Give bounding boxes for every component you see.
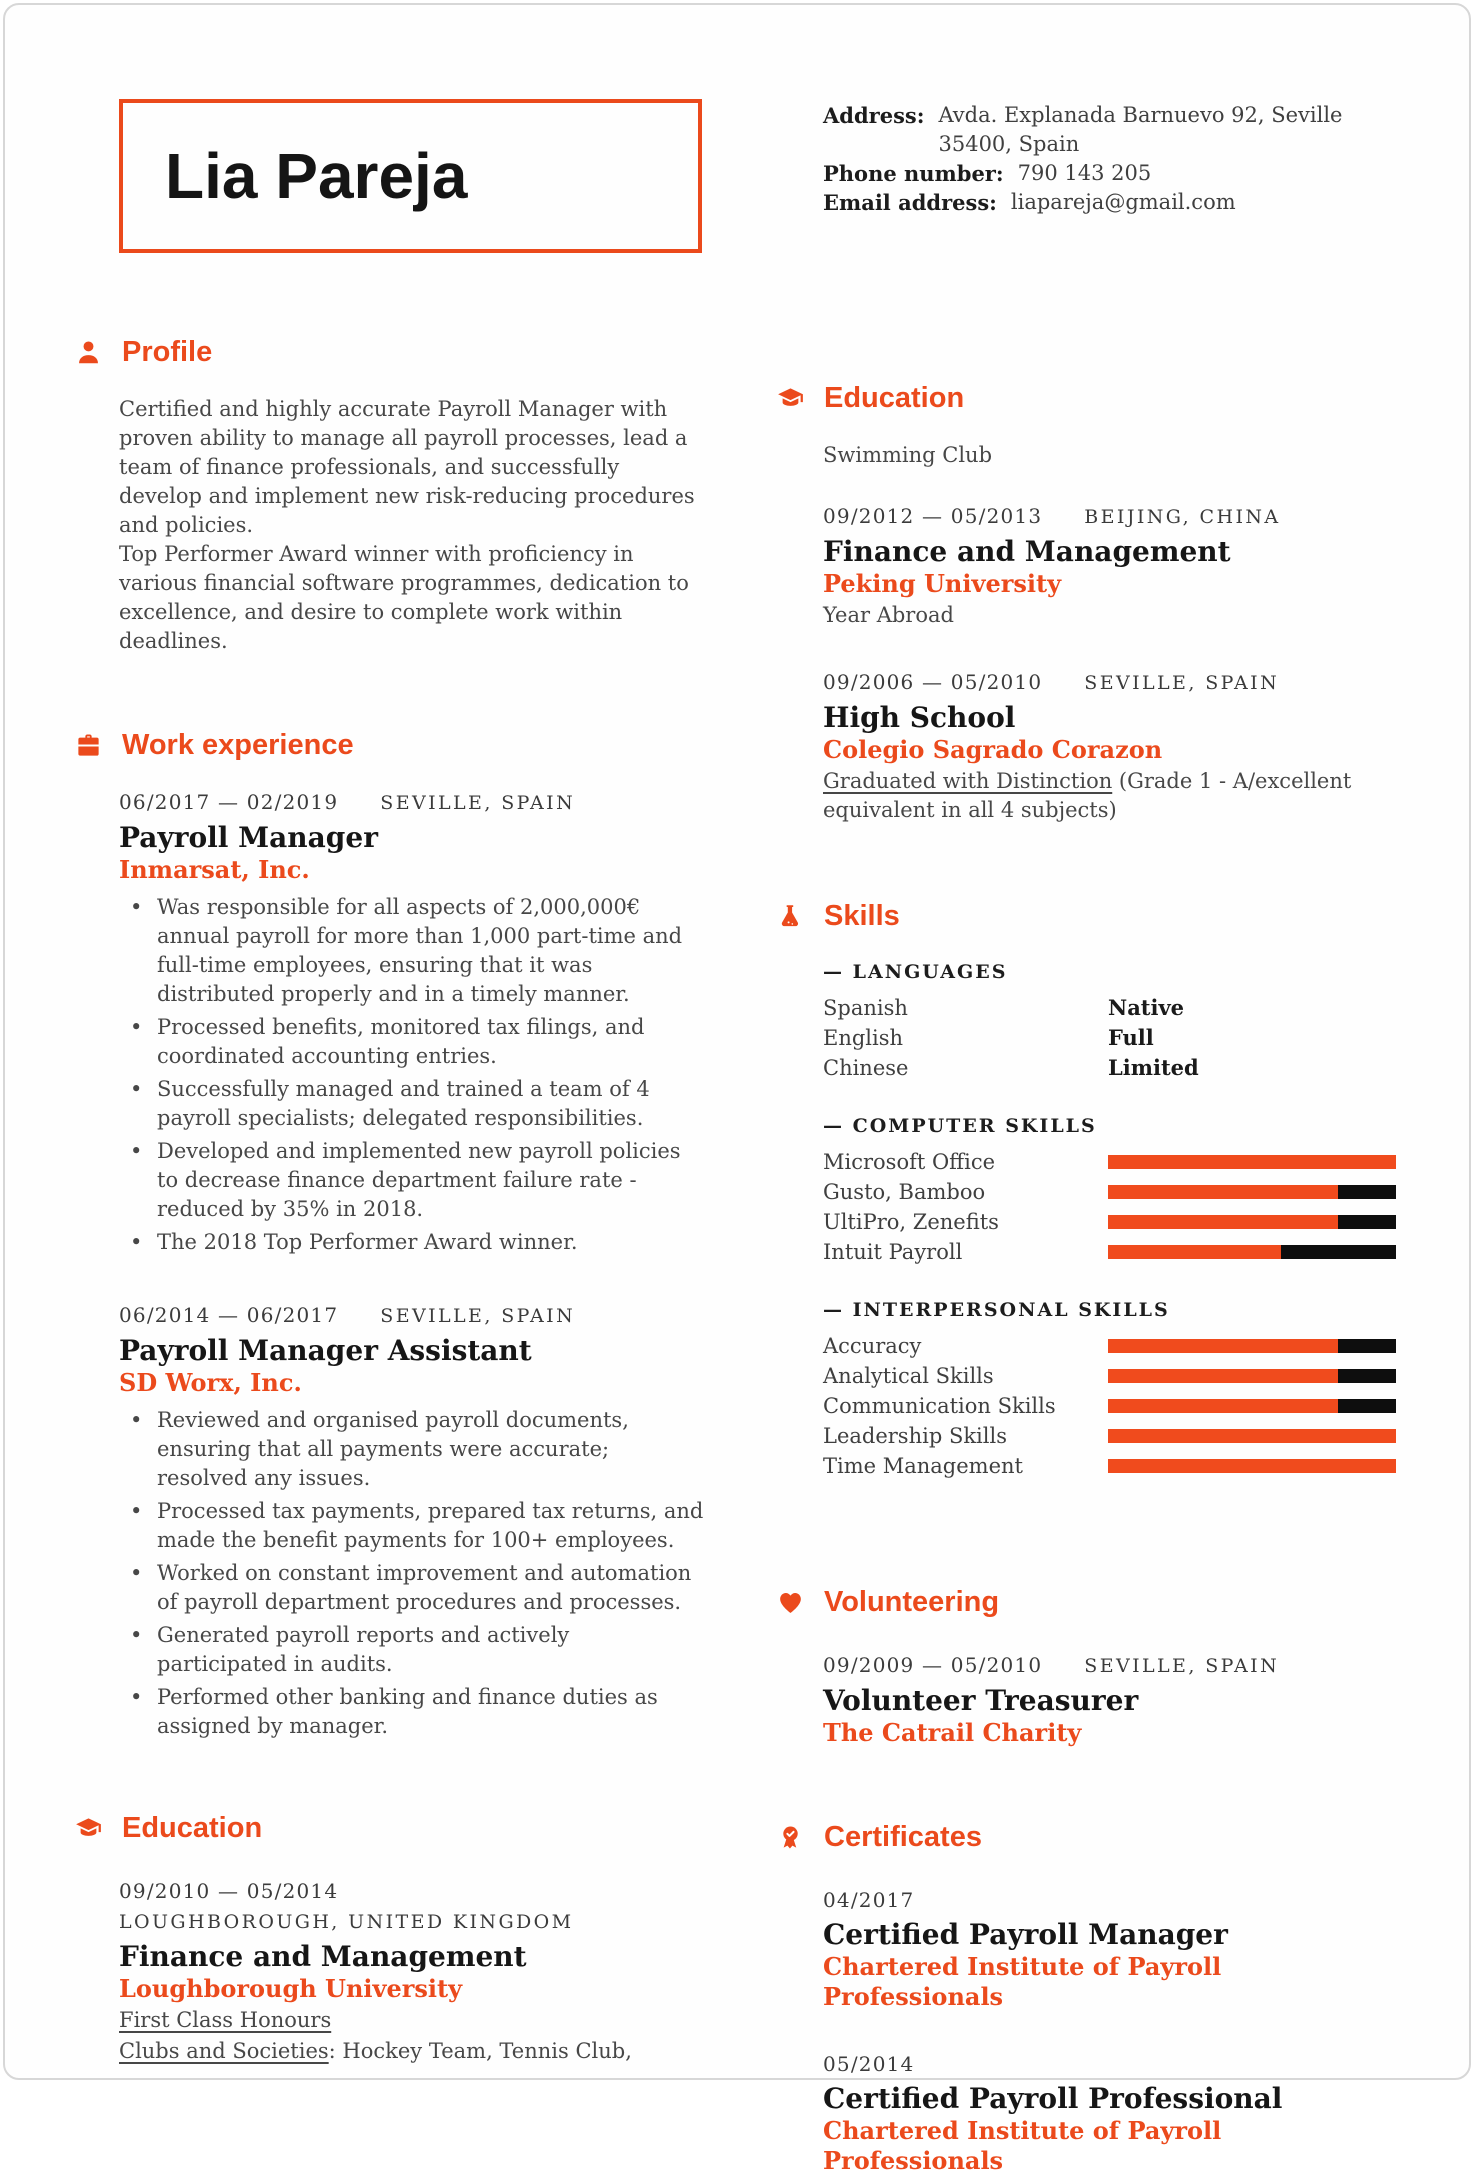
skill-row	[823, 1421, 1409, 1451]
rosette-icon	[777, 1824, 804, 1851]
skill-row	[823, 1207, 1409, 1237]
languages-label: — LANGUAGES	[823, 961, 1008, 983]
language-level: Limited	[1108, 1055, 1199, 1080]
profile-header	[73, 335, 705, 369]
education-left-header	[73, 1811, 705, 1845]
education-location: LOUGHBOROUGH, UNITED KINGDOM	[119, 1911, 574, 1933]
certificate-date: 05/2014	[823, 2052, 915, 2076]
education-left-section	[73, 1811, 705, 2066]
skill-row	[823, 1391, 1409, 1421]
skill-bar-fill	[1108, 1369, 1338, 1383]
briefcase-icon	[75, 732, 102, 759]
education-left-body	[73, 1877, 705, 2066]
computer-skills-label: — COMPUTER SKILLS	[823, 1115, 1097, 1137]
skill-bar-fill	[1108, 1339, 1338, 1353]
certificates-title: Certificates	[824, 1821, 982, 1853]
skill-bar-fill	[1108, 1215, 1338, 1229]
education-note: Year Abroad	[823, 603, 954, 627]
header-left	[73, 99, 705, 253]
job-bullet: • Performed other banking and finance duties as assigned by manager.	[119, 1683, 705, 1741]
skill-row	[823, 1177, 1409, 1207]
job-title: Payroll Manager	[119, 821, 378, 854]
education-school: Peking University	[823, 569, 1062, 598]
volunteering-location: SEVILLE, SPAIN	[1084, 1655, 1280, 1677]
education-school: Colegio Sagrado Corazon	[823, 735, 1163, 764]
work-experience-header	[73, 728, 705, 762]
job-title: Payroll Manager Assistant	[119, 1334, 532, 1367]
job-bullet: • Processed benefits, monitored tax filings, and coordinated accounting entries.	[119, 1013, 705, 1071]
job-dates: 06/2017 — 02/2019	[119, 790, 339, 814]
skill-name: UltiPro, Zenefits	[823, 1210, 999, 1234]
right-column	[775, 253, 1409, 2176]
job-bullet: • Generated payroll reports and actively participated in audits.	[119, 1621, 705, 1679]
skill-bar	[1108, 1245, 1396, 1259]
skill-name: Time Management	[823, 1454, 1023, 1478]
volunteering-entry	[823, 1651, 1409, 1748]
job-bullets	[119, 893, 705, 1257]
certificates-header	[775, 1820, 1409, 1854]
skill-bar	[1108, 1429, 1396, 1443]
education-entry	[823, 668, 1409, 825]
job-location: SEVILLE, SPAIN	[380, 792, 576, 814]
certificate-org: Chartered Institute of Payroll Professionals	[823, 1952, 1222, 2011]
skill-row	[823, 1147, 1409, 1177]
languages-rows	[823, 993, 1409, 1083]
education-left-title: Education	[122, 1812, 263, 1844]
job-bullet: • Reviewed and organised payroll documents, ensuring that all payments were accurate; resolved any issues.	[119, 1406, 705, 1493]
flask-icon	[777, 903, 804, 930]
email-value: liapareja@gmail.com	[1010, 190, 1236, 214]
name-box	[119, 99, 702, 253]
interpersonal-skills-rows	[823, 1331, 1409, 1481]
skill-bar-fill	[1108, 1459, 1396, 1473]
skills-section	[775, 899, 1409, 1481]
education-clubs	[119, 2037, 705, 2066]
education-honours	[119, 2006, 705, 2035]
phone-label: Phone number:	[823, 161, 1004, 186]
education-dates: 09/2012 — 05/2013	[823, 504, 1043, 528]
skill-row	[823, 1237, 1409, 1267]
skill-name: Intuit Payroll	[823, 1240, 963, 1264]
contact-block	[775, 99, 1409, 253]
education-dates: 09/2006 — 05/2010	[823, 670, 1043, 694]
certificate-entry	[823, 2050, 1409, 2176]
clubs-continued: Swimming Club	[823, 443, 993, 467]
education-dates: 09/2010 — 05/2014	[119, 1879, 339, 1903]
skills-body	[775, 959, 1409, 1481]
honours-text: First Class Honours	[119, 2008, 332, 2032]
skill-bar	[1108, 1459, 1396, 1473]
language-name: Spanish	[823, 996, 908, 1020]
skill-bar-fill	[1108, 1185, 1338, 1199]
volunteering-org: The Catrail Charity	[823, 1718, 1082, 1747]
candidate-name: Lia Pareja	[165, 140, 468, 212]
volunteering-dates: 09/2009 — 05/2010	[823, 1653, 1043, 1677]
language-row	[823, 1053, 1409, 1083]
skill-name: Analytical Skills	[823, 1364, 994, 1388]
graduation-cap-icon	[777, 385, 804, 412]
skill-bar	[1108, 1399, 1396, 1413]
skills-title: Skills	[824, 900, 900, 932]
certificates-body	[775, 1886, 1409, 2176]
work-experience-title: Work experience	[122, 729, 354, 761]
skill-name: Gusto, Bamboo	[823, 1180, 986, 1204]
education-right-section	[775, 381, 1409, 825]
clubs-label: Clubs and Societies	[119, 2039, 329, 2063]
language-row	[823, 1023, 1409, 1053]
graduation-cap-icon	[75, 1815, 102, 1842]
heart-icon	[777, 1589, 804, 1616]
certificate-title: Certified Payroll Manager	[823, 1918, 1228, 1951]
skills-header	[775, 899, 1409, 933]
language-name: English	[823, 1026, 904, 1050]
profile-paragraph: Top Performer Award winner with proficiency in various financial software programmes, dedication to excellence, and desire to complete work within deadlines.	[119, 542, 689, 653]
skill-bar	[1108, 1155, 1396, 1169]
language-name: Chinese	[823, 1056, 909, 1080]
resume-page	[3, 3, 1471, 2175]
education-entry	[823, 502, 1409, 630]
job-dates: 06/2014 — 06/2017	[119, 1303, 339, 1327]
skill-bar	[1108, 1185, 1396, 1199]
education-location: SEVILLE, SPAIN	[1084, 672, 1280, 694]
certificate-date: 04/2017	[823, 1888, 915, 1912]
volunteering-header	[775, 1585, 1409, 1619]
education-right-title: Education	[824, 382, 965, 414]
address-value: Avda. Explanada Barnuevo 92, Seville 35400, Spain	[938, 103, 1343, 156]
education-school: Loughborough University	[119, 1974, 463, 2003]
contact-phone-row	[823, 159, 1409, 188]
email-label: Email address:	[823, 190, 997, 215]
job-company: Inmarsat, Inc.	[119, 855, 310, 884]
skill-name: Leadership Skills	[823, 1424, 1007, 1448]
education-right-header	[775, 381, 1409, 415]
skill-bar-fill	[1108, 1245, 1281, 1259]
contact-email-row	[823, 188, 1409, 217]
volunteering-body	[775, 1651, 1409, 1748]
certificate-title: Certified Payroll Professional	[823, 2082, 1283, 2115]
job-bullets	[119, 1406, 705, 1741]
skill-name: Microsoft Office	[823, 1150, 996, 1174]
volunteering-role: Volunteer Treasurer	[823, 1684, 1139, 1717]
resume-sheet	[5, 5, 1469, 2176]
job-bullet: • Was responsible for all aspects of 2,000,000€ annual payroll for more than 1,000 part-time and full-time employees, ensuring that it was distributed properly and in a timely manner.	[119, 893, 705, 1009]
person-icon	[75, 339, 102, 366]
education-meta	[823, 668, 1409, 697]
skill-bar	[1108, 1339, 1396, 1353]
job-bullet: • The 2018 Top Performer Award winner.	[119, 1228, 705, 1257]
education-right-body	[775, 441, 1409, 825]
certificates-section	[775, 1820, 1409, 2176]
volunteering-section	[775, 1585, 1409, 1748]
clubs-list: : Hockey Team, Tennis Club,	[328, 2039, 632, 2063]
profile-section	[73, 335, 705, 656]
profile-body	[73, 395, 705, 656]
work-experience-section	[73, 728, 705, 1741]
skill-bar-fill	[1108, 1155, 1396, 1169]
job-bullet: • Successfully managed and trained a team of 4 payroll specialists; delegated responsibilities.	[119, 1075, 705, 1133]
job-company: SD Worx, Inc.	[119, 1368, 302, 1397]
skill-row	[823, 1451, 1409, 1481]
computer-skills-rows	[823, 1147, 1409, 1267]
job-entry	[119, 1301, 705, 1741]
skill-bar-fill	[1108, 1429, 1396, 1443]
left-column	[73, 253, 705, 2176]
contact-address-row	[823, 101, 1409, 159]
skill-row	[823, 1361, 1409, 1391]
interpersonal-skills-label: — INTERPERSONAL SKILLS	[823, 1299, 1170, 1321]
job-bullet: • Worked on constant improvement and automation of payroll department procedures and processes.	[119, 1559, 705, 1617]
education-degree: High School	[823, 701, 1016, 734]
profile-title: Profile	[122, 336, 213, 368]
address-label: Address:	[823, 103, 925, 128]
job-meta	[119, 1301, 705, 1330]
computer-skills-subsection	[823, 1113, 1409, 1267]
skill-bar	[1108, 1215, 1396, 1229]
job-meta	[119, 788, 705, 817]
profile-paragraph: Certified and highly accurate Payroll Manager with proven ability to manage all payroll processes, lead a team of finance professionals, and successfully develop and implement new risk-reducing procedures and policies.	[119, 397, 695, 537]
language-level: Native	[1108, 995, 1185, 1020]
certificate-entry	[823, 1886, 1409, 2012]
job-location: SEVILLE, SPAIN	[380, 1305, 576, 1327]
education-entry	[119, 1877, 705, 2066]
distinction-text: Graduated with Distinction	[823, 769, 1113, 793]
job-entry	[119, 788, 705, 1257]
job-bullet: • Processed tax payments, prepared tax returns, and made the benefit payments for 100+ employees.	[119, 1497, 705, 1555]
work-experience-body	[73, 788, 705, 1741]
phone-value: 790 143 205	[1017, 161, 1152, 185]
interpersonal-skills-subsection	[823, 1297, 1409, 1481]
language-row	[823, 993, 1409, 1023]
job-bullet: • Developed and implemented new payroll policies to decrease finance department failure rate - reduced by 35% in 2018.	[119, 1137, 705, 1224]
education-meta	[823, 502, 1409, 531]
language-level: Full	[1108, 1025, 1154, 1050]
skill-name: Communication Skills	[823, 1394, 1056, 1418]
distinction-detail: (Grade 1 - A/excellent equivalent in all 4 subjects)	[823, 769, 1352, 822]
skill-bar-fill	[1108, 1399, 1338, 1413]
education-location: BEIJING, CHINA	[1084, 506, 1281, 528]
education-degree: Finance and Management	[823, 535, 1231, 568]
languages-subsection	[823, 959, 1409, 1083]
volunteering-title: Volunteering	[824, 1586, 1000, 1618]
skill-row	[823, 1331, 1409, 1361]
education-degree: Finance and Management	[119, 1940, 527, 1973]
skill-bar	[1108, 1369, 1396, 1383]
volunteering-meta	[823, 1651, 1409, 1680]
certificate-org: Chartered Institute of Payroll Professionals	[823, 2116, 1222, 2175]
education-meta	[119, 1877, 705, 1936]
skill-name: Accuracy	[823, 1334, 922, 1358]
education-note	[823, 767, 1409, 825]
